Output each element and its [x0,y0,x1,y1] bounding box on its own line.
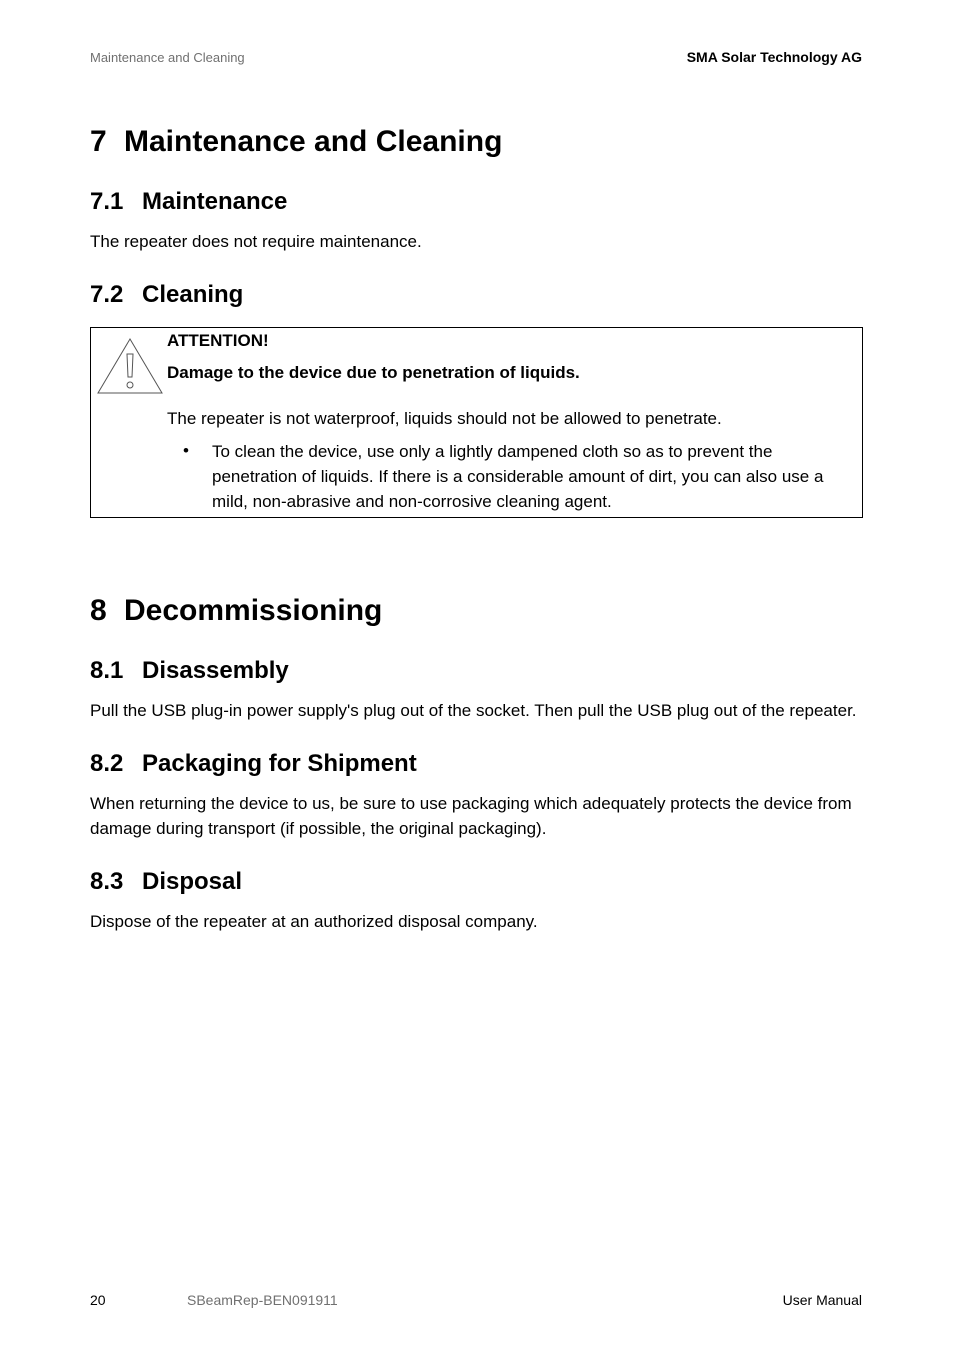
bullet-icon: • [183,441,189,460]
section-8-1-text: Pull the USB plug-in power supply's plug out of the socket. Then pull the USB plug out of the repeater. [90,701,857,720]
chapter-8-number: 8 [90,594,107,627]
document-type: User Manual [782,1292,862,1308]
document-id: SBeamRep-BEN091911 [187,1292,338,1308]
running-header-right: SMA Solar Technology AG [686,49,862,65]
section-7-2-title: Cleaning [142,281,244,308]
chapter-7-heading [90,125,502,158]
chapter-7-title: Maintenance and Cleaning [124,125,503,158]
chapter-8-heading [90,594,382,627]
notice-bullet-text: To clean the device, use only a lightly dampened cloth so as to prevent the penetration of liquids. If there is a considerable amount of dirt, you can also use a mild, non-abrasive and non-corrosive cleaning agent. [212,442,824,511]
notice-subtitle: Damage to the device due to penetration of liquids. [167,363,580,382]
warning-triangle-icon [96,336,164,396]
chapter-7-number: 7 [90,125,107,158]
section-8-1-number: 8.1 [90,657,124,684]
section-8-3-number: 8.3 [90,868,124,895]
section-8-2-text: When returning the device to us, be sure to use packaging which adequately protects the device from damage during transport (if possible, the original packaging). [90,794,852,838]
page-number: 20 [90,1292,106,1308]
section-7-1-text: The repeater does not require maintenance. [90,232,422,251]
running-header-left: Maintenance and Cleaning [90,50,245,65]
section-7-1-number: 7.1 [90,188,124,215]
notice-title: ATTENTION! [167,331,269,350]
section-7-2-heading [90,282,243,308]
section-8-2-heading [90,751,417,777]
section-8-1-heading [90,658,289,684]
notice-body: The repeater is not waterproof, liquids should not be allowed to penetrate. [167,409,722,428]
section-8-3-heading [90,869,242,895]
section-8-1-title: Disassembly [142,657,289,684]
section-8-3-text: Dispose of the repeater at an authorized disposal company. [90,912,538,931]
section-8-3-title: Disposal [142,868,243,895]
attention-notice-box [90,327,863,518]
section-7-2-number: 7.2 [90,281,124,308]
section-7-1-heading [90,189,287,215]
section-8-2-title: Packaging for Shipment [142,750,417,777]
section-7-1-title: Maintenance [142,188,288,215]
section-8-2-number: 8.2 [90,750,124,777]
chapter-8-title: Decommissioning [124,594,383,627]
